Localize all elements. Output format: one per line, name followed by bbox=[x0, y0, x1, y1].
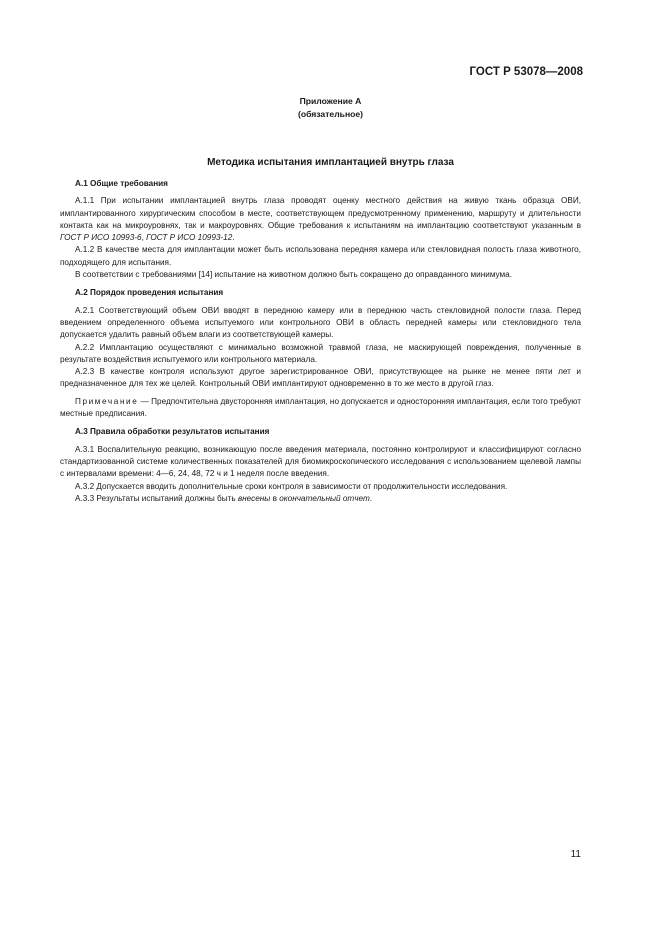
annex-subtitle: (обязательное) bbox=[297, 109, 364, 119]
separator: , bbox=[141, 233, 147, 243]
paragraph-a2-2: А.2.2 Имплантацию осуществляют с минимально возможной травмой глаза, не маскирующей повреждения, полученные в результате воздействия испытуемого или контрольного материала. bbox=[60, 342, 581, 364]
paragraph-a1-3: В соответствии с требованиями [14] испытание на животном должно быть сокращено до оправданного минимума. bbox=[75, 270, 513, 280]
paragraph-a3-1: А.3.1 Воспалительную реакцию, возникающую после введения материала, постоянно контролируют и классифицируют согласно стандартизованной системе количественных показателей для биомикроскопического исследования с использованием щелевой лампы с интервалами времени: 4—6, 24, 48, 72 ч и 1 неделя после введения. bbox=[60, 444, 581, 479]
paragraph-a1-1 bbox=[60, 195, 581, 244]
section-heading-a1: А.1 Общие требования bbox=[75, 179, 168, 188]
section-heading-a3: А.3 Правила обработки результатов испытания bbox=[75, 427, 270, 437]
standard-code: ГОСТ Р 53078—2008 bbox=[469, 66, 583, 78]
note bbox=[60, 396, 581, 421]
paragraph-a1-2: А.1.2 В качестве места для имплантации может быть использована передняя камера или стекловидная полость глаза животного, подходящего для испытания. bbox=[60, 245, 581, 267]
annex-title: Приложение А bbox=[299, 96, 362, 106]
page-number: 11 bbox=[570, 849, 581, 860]
main-title: Методика испытания имплантацией внутрь глаза bbox=[207, 157, 454, 168]
paragraph-text: в bbox=[270, 493, 280, 503]
note-label: Примечание bbox=[75, 396, 139, 406]
paragraph-text: А.3.3 Результаты испытаний должны быть bbox=[75, 493, 238, 503]
paragraph-text: А.1.1 При испытании имплантацией внутрь глаза проводят оценку местного действия на живую ткань образца ОВИ, имплантированного хирургическим способом в месте, соответствующем предусмотренному применению, маршруту и длительности контакта как на микроуровнях, так и макроуровнях. Общие требования к испытаниям на имплантацию соответствуют указанным в bbox=[60, 196, 581, 230]
paragraph-a2-1: А.2.1 Соответствующий объем ОВИ вводят в переднюю камеру или в переднюю часть стекловидной полости глаза. Перед введением определенного объема испытуемого или контрольного ОВИ в область передней камеры или стекловидного тела допускается удалить равный объем влаги из соответствующей камеры. bbox=[60, 305, 581, 340]
paragraph-a3-2: А.3.2 Допускается вводить дополнительные сроки контроля в зависимости от продолжительности исследования. bbox=[75, 481, 508, 491]
emphasis: окончательный отчет bbox=[279, 493, 370, 503]
standard-reference: ГОСТ Р ИСО 10993-6 bbox=[60, 233, 142, 243]
paragraph-a3-3 bbox=[60, 493, 581, 505]
period: . bbox=[369, 493, 373, 503]
paragraph-a2-3: А.2.3 В качестве контроля используют другое зарегистрированное ОВИ, присутствующее на рынке не менее пяти лет и предназначенное для тех же целей. Контрольный ОВИ имплантируют одновременно в то же место в другой глаз. bbox=[60, 367, 581, 389]
section-heading-a2: А.2 Порядок проведения испытания bbox=[75, 288, 224, 298]
document-body bbox=[60, 178, 581, 505]
note-text: — Предпочтительна двусторонняя имплантация, но допускается и односторонняя имплантация, если того требуют местные предписания. bbox=[60, 396, 582, 419]
emphasis: внесены bbox=[237, 493, 271, 503]
standard-reference: ГОСТ Р ИСО 10993-12 bbox=[146, 233, 233, 243]
period: . bbox=[232, 233, 235, 243]
